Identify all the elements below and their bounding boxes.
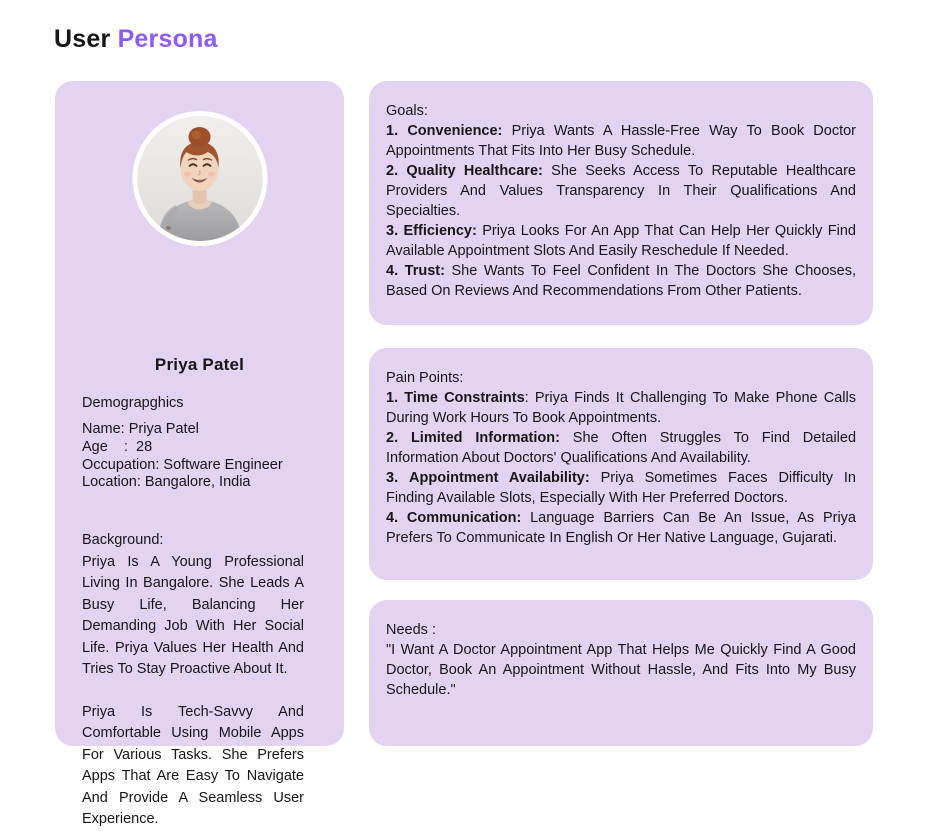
demographics-row-occupation: Occupation: Software Engineer — [82, 456, 283, 473]
persona-name: Priya Patel — [154, 355, 245, 374]
needs-card — [369, 600, 873, 746]
goals-item-number: 2. — [386, 163, 399, 179]
background-block — [82, 530, 304, 831]
needs-heading: Needs : — [386, 622, 436, 638]
pain-points-item-label: Appointment Availability: — [409, 470, 590, 486]
demographics-heading: Demograpghics — [82, 395, 184, 411]
pain-points-item-label: Time Constraints — [404, 390, 525, 406]
pain-points-item-suffix: : — [524, 390, 529, 406]
background-heading: Background: — [82, 532, 164, 548]
persona-card — [55, 81, 344, 827]
needs-quote: "I Want A Doctor Appointment App That Helps Me Quickly Find A Good Doctor, Book An Appointment Without Hassle, And Fits Into My Busy Schedule." — [386, 642, 856, 698]
pain-points-item-number: 3. — [386, 470, 399, 486]
goals-item — [386, 221, 856, 261]
pain-points-item-number: 2. — [386, 430, 399, 446]
needs-body — [386, 620, 856, 700]
pain-points-item-text: She Often Struggles To Find Detailed Information About Doctors' Qualifications And Availability. — [386, 430, 857, 466]
pain-points-item-label: Communication: — [406, 510, 522, 526]
demographics-row-location: Location: Bangalore, India — [82, 474, 251, 491]
goals-heading: Goals: — [386, 103, 428, 119]
goals-item-number: 3. — [386, 223, 399, 239]
pain-points-item — [386, 428, 856, 468]
goals-item-number: 4. — [386, 263, 399, 279]
page-title-accent: Persona — [117, 25, 218, 53]
pain-points-item — [386, 388, 856, 428]
avatar-photo — [137, 116, 262, 241]
goals-item-label: Quality Healthcare: — [406, 163, 543, 179]
avatar — [132, 111, 267, 246]
goals-item-label: Trust: — [404, 263, 445, 279]
goals-item-label: Efficiency: — [403, 223, 477, 239]
demographics-row-age: Age : 28 — [82, 438, 153, 455]
pain-points-item-text: Priya Finds It Challenging To Make Phone Calls During Work Hours To Book Appointments. — [386, 390, 857, 426]
goals-item — [386, 161, 856, 221]
pain-points-item-text: Language Barriers Can Be An Issue, As Priya Prefers To Communicate In English Or Her Native Language, Gujarati. — [386, 510, 856, 546]
goals-item-text: She Seeks Access To Reputable Healthcare Providers And Values Transparency In Their Qualifications And Specialties. — [386, 163, 856, 219]
goals-item — [386, 261, 856, 301]
goals-item-text: Priya Looks For An App That Can Help Her Quickly Find Available Appointment Slots And Easily Reschedule If Needed. — [386, 223, 856, 259]
pain-points-card — [369, 348, 873, 580]
background-paragraph-2: Priya Is Tech-Savvy And Comfortable Using Mobile Apps For Various Tasks. She Prefers Apps That Are Easy To Navigate And Provide A Seamless User Experience. — [82, 703, 304, 827]
demographics-row-name: Name: Priya Patel — [82, 421, 199, 437]
pain-points-item — [386, 508, 856, 548]
pain-points-item-label: Limited Information: — [410, 430, 560, 446]
goals-item-label: Convenience: — [407, 123, 503, 139]
pain-points-item-number: 4. — [386, 510, 399, 526]
goals-item-text: She Wants To Feel Confident In The Doctors She Chooses, Based On Reviews And Recommendations From Other Patients. — [386, 263, 857, 299]
pain-points-item-text: Priya Sometimes Faces Difficulty In Finding Available Slots, Especially With Her Preferred Doctors. — [386, 470, 856, 506]
goals-body — [386, 101, 856, 301]
demographics-list — [82, 421, 332, 492]
goals-item-text: Priya Wants A Hassle-Free Way To Book Doctor Appointments That Fits Into Her Busy Schedule. — [386, 123, 856, 159]
pain-points-item-number: 1. — [386, 390, 399, 406]
goals-item-number: 1. — [386, 123, 399, 139]
pain-points-item — [386, 468, 856, 508]
page-title — [54, 24, 218, 54]
pain-points-body — [386, 368, 856, 548]
user-photo-avatar-icon — [137, 116, 262, 241]
goals-item — [386, 121, 856, 161]
page-title-plain: User — [54, 25, 111, 53]
background-paragraph-1: Priya Is A Young Professional Living In Bangalore. She Leads A Busy Life, Balancing Her Demanding Job With Her Social Life. Priya Values Her Health And Tries To Stay Proactive About It. — [82, 553, 304, 677]
goals-card — [369, 81, 873, 325]
pain-points-heading: Pain Points: — [386, 370, 464, 386]
